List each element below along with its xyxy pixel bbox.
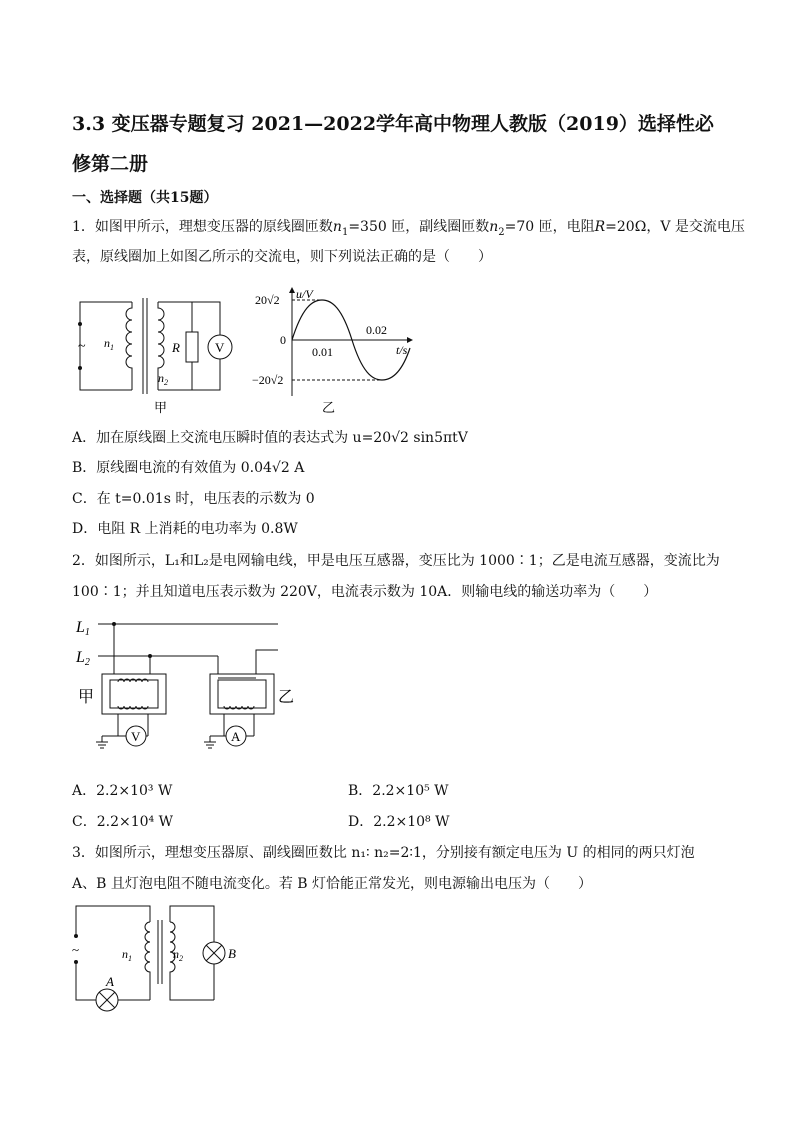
lamp-b-label: B <box>228 946 236 961</box>
q2-stem-line2: 100∶1；并且知道电压表示数为 220V，电流表示数为 10A．则输电线的输送功率为（ ） <box>72 584 658 600</box>
q2-option-c: C．2.2×10⁴ W <box>72 814 173 830</box>
source-tilde: ~ <box>78 339 86 354</box>
q1-option-a: A．加在原线圈上交流电压瞬时值的表达式为 u=20√2 sin5πtV <box>72 430 468 446</box>
q1-option-d: D．电阻 R 上消耗的电功率为 0.8W <box>72 521 298 537</box>
q3-stem-line1: 3．如图所示，理想变压器原、副线圈匝数比 n₁∶ n₂=2∶1，分别接有额定电压为 U 的相同的两只灯泡 <box>72 845 695 861</box>
origin-label: 0 <box>280 333 286 347</box>
t-axis-label: t/s <box>396 343 408 357</box>
resistor-label: R <box>172 340 180 355</box>
n2-label: $n_2$ <box>158 371 168 387</box>
n1-label: $n_1$ <box>122 947 132 963</box>
q1-figure-jia <box>70 290 240 415</box>
figure-label-jia: 甲 <box>154 400 168 415</box>
q2-figure <box>72 612 295 762</box>
q3-figure <box>70 900 250 1020</box>
q1-figure-yi <box>250 284 430 416</box>
q2-option-a: A．2.2×10³ W <box>72 783 173 799</box>
document-title: 3.3 变压器专题复习 2021—2022学年高中物理人教版（2019）选择性必修第二册 <box>72 113 714 175</box>
q2-option-d: D．2.2×10⁸ W <box>348 814 450 830</box>
section-heading: 一、选择题（共15题） <box>72 190 218 206</box>
q1-stem-line2: 表，原线圈加上如图乙所示的交流电，则下列说法正确的是（ ） <box>72 249 492 265</box>
tick-0.02: 0.02 <box>366 323 387 337</box>
transformer-jia-label: 甲 <box>78 689 95 706</box>
q2-stem-line1: 2．如图所示，L₁和L₂是电网输电线，甲是电压互感器，变压比为 1000∶1；乙是电流互感器，变流比为 <box>72 553 720 569</box>
figure-label-yi: 乙 <box>322 400 336 415</box>
q1-option-b: B．原线圈电流的有效值为 0.04√2 A <box>72 460 305 476</box>
l1-label: L1 <box>76 619 90 638</box>
voltmeter-label: V <box>131 729 141 744</box>
lamp-a-label: A <box>106 974 114 989</box>
n1-label: $n_1$ <box>104 336 114 352</box>
tick-0.01: 0.01 <box>312 345 333 359</box>
u-axis-label: u/V <box>296 287 313 301</box>
q1-stem-line1: 1．如图甲所示，理想变压器的原线圈匝数$n_1=350$ 匝，副线圈匝数$n_2=70$ 匝，电阻R=20Ω，V 是交流电压 <box>72 219 745 238</box>
peak-positive-label: 20√2 <box>255 293 280 307</box>
q2-option-b: B．2.2×10⁵ W <box>348 783 449 799</box>
n2-label: $n_2$ <box>173 947 183 963</box>
voltmeter-label: V <box>215 340 225 355</box>
transformer-yi-label: 乙 <box>278 689 295 706</box>
ammeter-label: A <box>231 729 241 744</box>
source-tilde: ~ <box>72 942 80 957</box>
q1-option-c: C．在 t=0.01s 时，电压表的示数为 0 <box>72 491 315 507</box>
peak-negative-label: −20√2 <box>252 373 284 387</box>
l2-label: L2 <box>76 649 90 668</box>
q3-stem-line2: A、B 且灯泡电阻不随电流变化。若 B 灯恰能正常发光，则电源输出电压为（ ） <box>72 876 593 892</box>
